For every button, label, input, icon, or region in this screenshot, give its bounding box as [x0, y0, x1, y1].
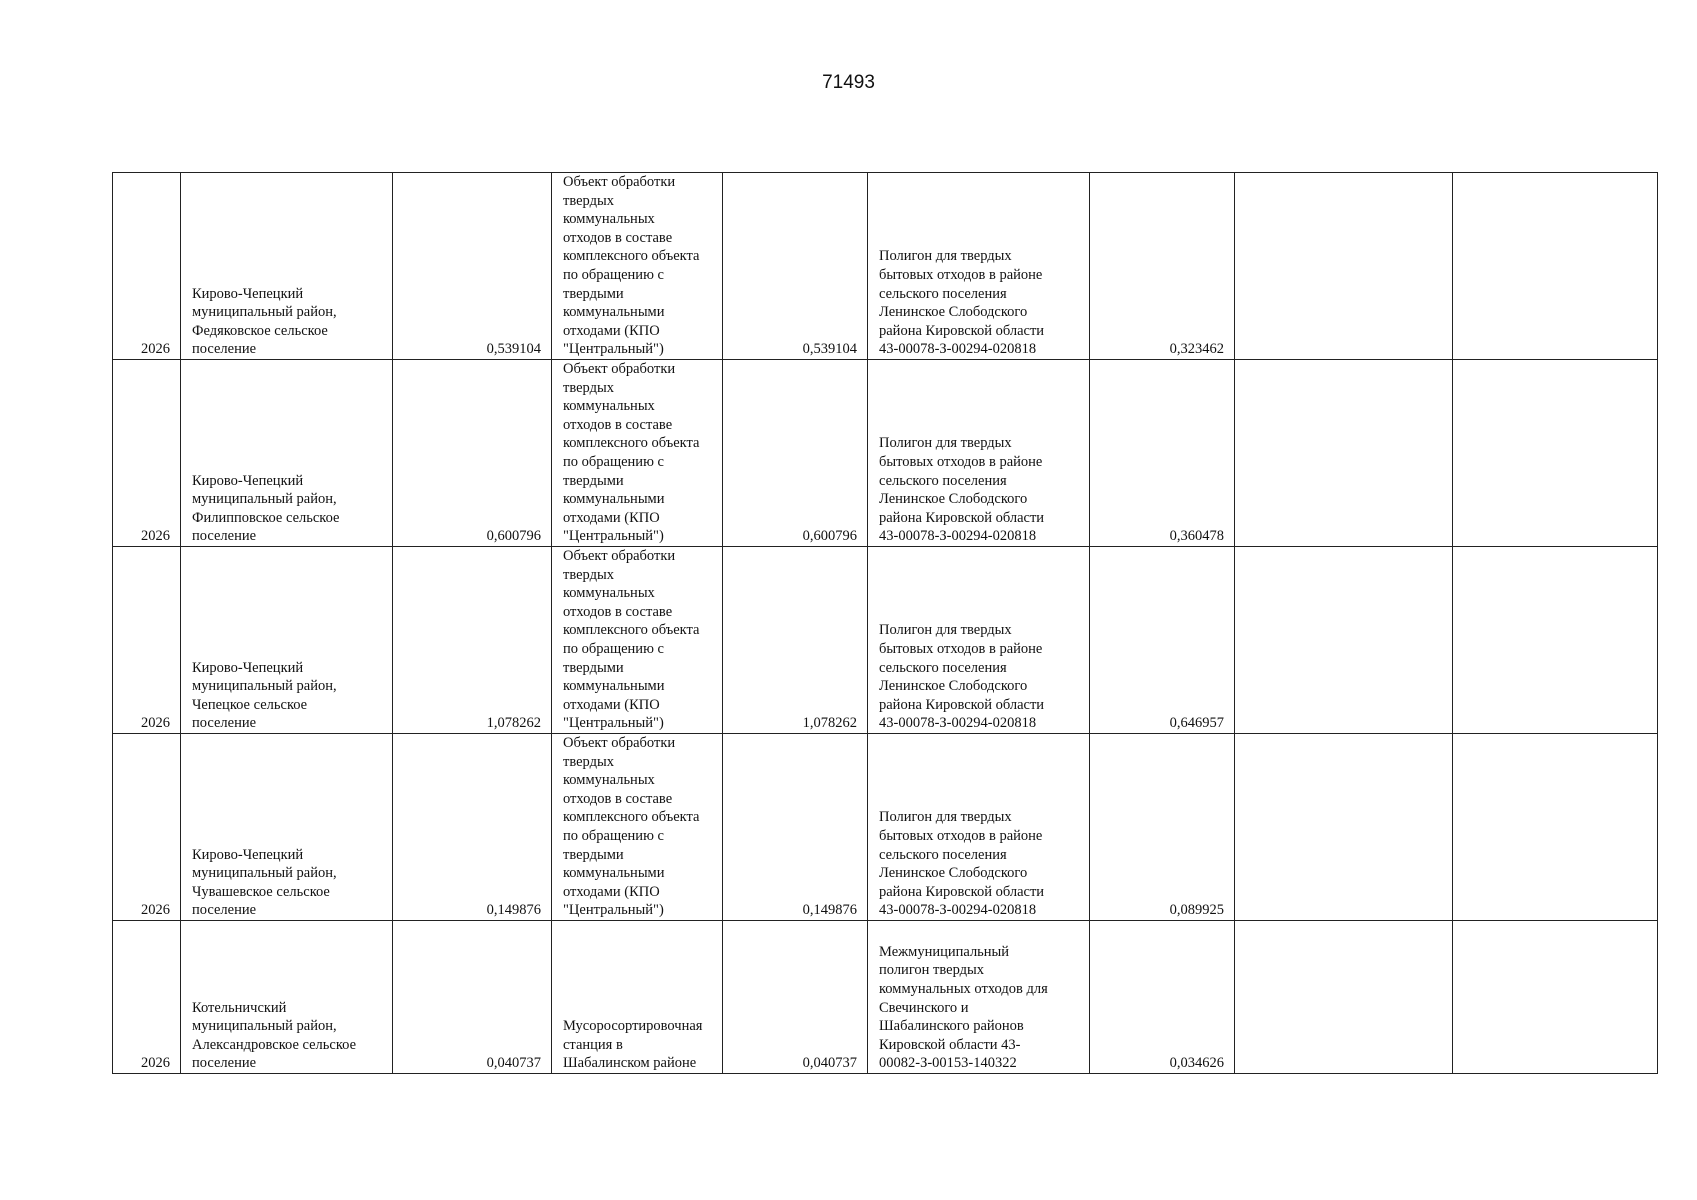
- landfill-cell: Межмуниципальный полигон твердых коммунальных отходов для Свечинского и Шабалинского районов Кировской области 43- 00082-З-00153-140322: [868, 921, 1090, 1074]
- municipality-cell: Кирово-Чепецкий муниципальный район, Чувашевское сельское поселение: [181, 734, 393, 921]
- amount-processed-cell: 0,539104: [723, 173, 868, 360]
- table-row: [113, 921, 1658, 1074]
- table-row: [113, 547, 1658, 734]
- empty-cell: [1235, 547, 1453, 734]
- empty-cell: [1235, 921, 1453, 1074]
- processing-facility-cell: Объект обработки твердых коммунальных отходов в составе комплексного объекта по обращению с твердыми коммунальными отходами (КПО "Центральный"): [552, 173, 723, 360]
- year-cell: 2026: [113, 734, 181, 921]
- table-row: [113, 360, 1658, 547]
- landfill-cell: Полигон для твердых бытовых отходов в районе сельского поселения Ленинское Слободского района Кировской области 43-00078-З-00294-020818: [868, 360, 1090, 547]
- empty-cell: [1453, 734, 1658, 921]
- processing-facility-cell: Объект обработки твердых коммунальных отходов в составе комплексного объекта по обращению с твердыми коммунальными отходами (КПО "Центральный"): [552, 360, 723, 547]
- year-cell: 2026: [113, 547, 181, 734]
- processing-facility-cell: Объект обработки твердых коммунальных отходов в составе комплексного объекта по обращению с твердыми коммунальными отходами (КПО "Центральный"): [552, 734, 723, 921]
- amount-generated-cell: 0,539104: [393, 173, 552, 360]
- processing-facility-cell: Мусоросортировочная станция в Шабалинском районе: [552, 921, 723, 1074]
- amount-landfilled-cell: 0,323462: [1090, 173, 1235, 360]
- landfill-cell: Полигон для твердых бытовых отходов в районе сельского поселения Ленинское Слободского района Кировской области 43-00078-З-00294-020818: [868, 173, 1090, 360]
- year-cell: 2026: [113, 921, 181, 1074]
- empty-cell: [1235, 360, 1453, 547]
- processing-facility-cell: Объект обработки твердых коммунальных отходов в составе комплексного объекта по обращению с твердыми коммунальными отходами (КПО "Центральный"): [552, 547, 723, 734]
- empty-cell: [1453, 921, 1658, 1074]
- waste-flow-table: [112, 172, 1658, 1074]
- amount-landfilled-cell: 0,646957: [1090, 547, 1235, 734]
- amount-processed-cell: 0,600796: [723, 360, 868, 547]
- table-row: [113, 173, 1658, 360]
- amount-processed-cell: 0,040737: [723, 921, 868, 1074]
- empty-cell: [1453, 360, 1658, 547]
- municipality-cell: Кирово-Чепецкий муниципальный район, Чепецкое сельское поселение: [181, 547, 393, 734]
- year-cell: 2026: [113, 173, 181, 360]
- amount-landfilled-cell: 0,360478: [1090, 360, 1235, 547]
- empty-cell: [1235, 173, 1453, 360]
- table-row: [113, 734, 1658, 921]
- municipality-cell: Кирово-Чепецкий муниципальный район, Филипповское сельское поселение: [181, 360, 393, 547]
- landfill-cell: Полигон для твердых бытовых отходов в районе сельского поселения Ленинское Слободского района Кировской области 43-00078-З-00294-020818: [868, 734, 1090, 921]
- amount-processed-cell: 1,078262: [723, 547, 868, 734]
- municipality-cell: Котельничский муниципальный район, Александровское сельское поселение: [181, 921, 393, 1074]
- empty-cell: [1453, 547, 1658, 734]
- amount-processed-cell: 0,149876: [723, 734, 868, 921]
- empty-cell: [1235, 734, 1453, 921]
- page-number: 71493: [822, 72, 875, 93]
- amount-generated-cell: 0,149876: [393, 734, 552, 921]
- empty-cell: [1453, 173, 1658, 360]
- amount-generated-cell: 0,600796: [393, 360, 552, 547]
- amount-generated-cell: 1,078262: [393, 547, 552, 734]
- amount-generated-cell: 0,040737: [393, 921, 552, 1074]
- amount-landfilled-cell: 0,089925: [1090, 734, 1235, 921]
- year-cell: 2026: [113, 360, 181, 547]
- amount-landfilled-cell: 0,034626: [1090, 921, 1235, 1074]
- municipality-cell: Кирово-Чепецкий муниципальный район, Федяковское сельское поселение: [181, 173, 393, 360]
- landfill-cell: Полигон для твердых бытовых отходов в районе сельского поселения Ленинское Слободского района Кировской области 43-00078-З-00294-020818: [868, 547, 1090, 734]
